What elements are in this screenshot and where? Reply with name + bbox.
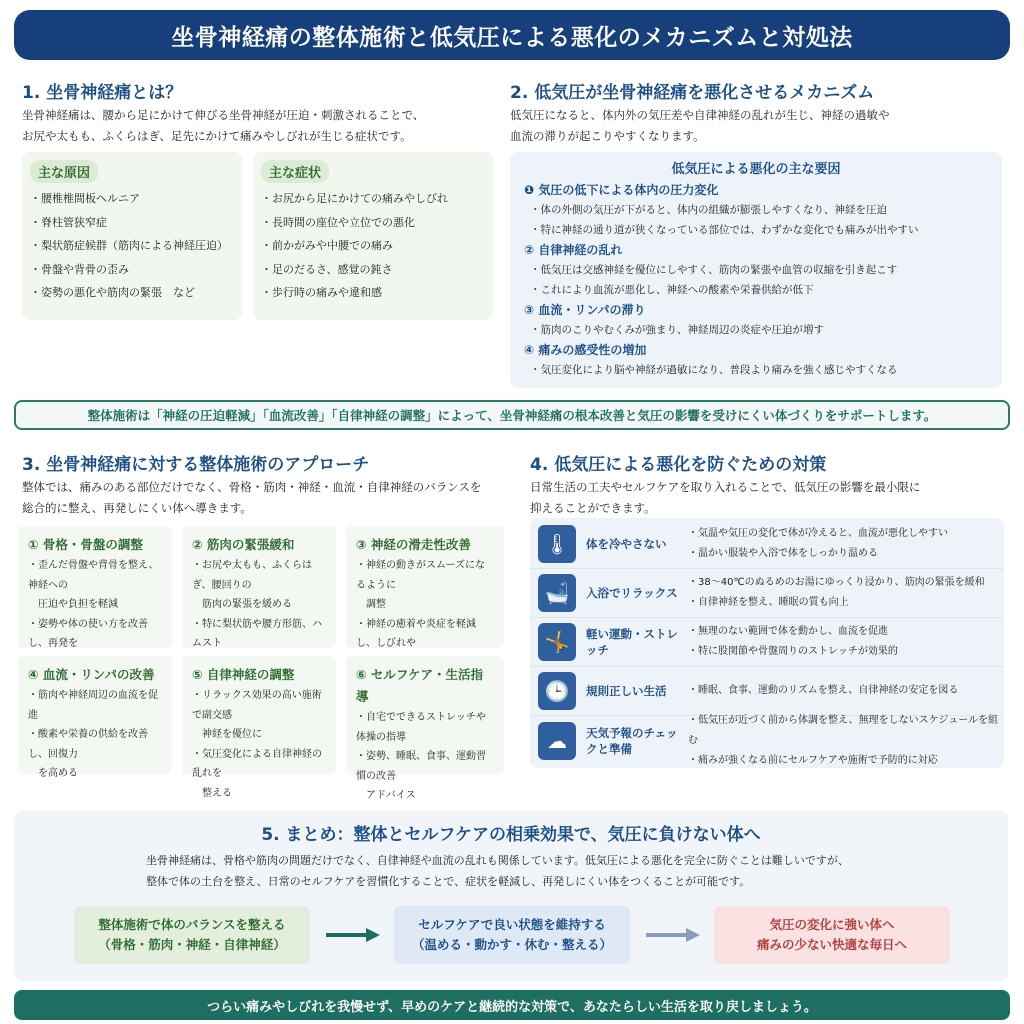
summary-text (146, 850, 906, 892)
factor-text: ・特に神経の通り道が狭くなっている部位では、わずかな変化でも痛みが出やすい (530, 224, 919, 236)
flow-line: （温める・動かす・休む・整える） (411, 937, 612, 952)
factor-text: ・気圧変化により脳や神経が過敏になり、普段より痛みを強く感じやすくなる (530, 364, 898, 376)
approach-line: 神経を優位に (192, 729, 262, 740)
thermometer-icon: 🌡 (538, 525, 576, 563)
section-2-intro (510, 105, 1000, 147)
tip-line: ・気温や気圧の変化で体が冷えると、血流が悪化しやすい (688, 528, 948, 539)
tip-line: ・無理のない範囲で体を動かし、血流を促進 (688, 626, 888, 637)
tip-row (530, 667, 1004, 716)
intro-line: 日常生活の工夫やセルフケアを取り入れることで、低気圧の影響を最小限に (530, 480, 921, 494)
approach-line: ・歪んだ骨盤や背骨を整え、神経への (28, 560, 159, 591)
section-3-intro (22, 477, 502, 519)
flow-line: （骨格・筋肉・神経・自律神経） (98, 937, 286, 952)
approach-card-title: ④ 血流・リンパの改善 (28, 667, 155, 682)
flow-step-3 (714, 906, 950, 964)
flow-line: 整体施術で体のバランスを整える (98, 917, 286, 932)
intro-line: 低気圧になると、体内外の気圧差や自律神経の乱れが生じ、神経の過敏や (510, 108, 890, 122)
factor-heading: ④ 痛みの感受性の増加 (524, 343, 647, 357)
factor-text: ・これにより血流が悪化し、神経への酸素や栄養供給が低下 (530, 284, 814, 296)
approach-line: ・神経の動きがスムーズになるように (356, 560, 485, 591)
symptoms-box (253, 152, 493, 320)
tip-line: ・低気圧が近づく前から体調を整え、無理をしないスケジュールを組む (688, 714, 998, 746)
cause-item: ・姿勢の悪化や筋肉の緊張 など (30, 286, 195, 299)
approach-line: ・お尻や太もも、ふくらはぎ、腰回りの (192, 560, 312, 591)
approach-line: ・リラックス効果の高い施術で副交感 (192, 690, 322, 721)
factor-heading: ❶ 気圧の低下による体内の圧力変化 (524, 183, 719, 197)
footer-message: つらい痛みやしびれを我慢せず、早めのケアと継続的な対策で、あなたらしい生活を取り戻しましょう。 (14, 990, 1010, 1020)
bath-icon: 🛁 (538, 574, 576, 612)
symptom-item: ・お尻から足にかけての痛みやしびれ (261, 192, 448, 205)
tip-name: 体を冷やさない (586, 537, 667, 551)
factor-heading: ② 自律神経の乱れ (524, 243, 623, 257)
approach-line: ・自宅でできるストレッチや体操の指導 (356, 712, 486, 743)
approach-card (18, 526, 172, 648)
summary-section (14, 810, 1008, 982)
tip-line: ・38〜40℃のぬるめのお湯にゆっくり浸かり、筋肉の緊張を緩和 (688, 577, 985, 588)
causes-label: 主な原因 (30, 160, 98, 183)
arrow-right-icon (644, 926, 702, 944)
intro-line: お尻や太もも、ふくらはぎ、足先にかけて痛みやしびれが生じる症状です。 (22, 129, 412, 143)
flow-line: 痛みの少ない快適な毎日へ (756, 937, 907, 952)
approach-card-title: ⑤ 自律神経の調整 (192, 667, 295, 682)
flow-line: セルフケアで良い状態を維持する (418, 917, 606, 932)
tip-row (530, 716, 1004, 765)
tip-name: 規則正しい生活 (586, 684, 667, 698)
cause-item: ・梨状筋症候群（筋肉による神経圧迫） (30, 239, 228, 252)
cause-item: ・骨盤や背骨の歪み (30, 262, 129, 276)
approach-line: ・酸素や栄養の供給を改善し、回復力 (28, 729, 148, 760)
approach-line: ・特に梨状筋や腰方形筋、ハムスト (192, 618, 322, 649)
approach-line: 圧迫や負担を軽減 (28, 599, 118, 610)
factors-panel-title: 低気圧による悪化の主な要因 (671, 162, 841, 177)
flow-step-2 (394, 906, 630, 964)
summary-line: 整体で体の土台を整え、日常のセルフケアを習慣化することで、症状を軽減し、再発しにくい体をつくることが可能です。 (146, 875, 751, 888)
section-4-heading: 4. 低気圧による悪化を防ぐための対策 (530, 455, 827, 475)
intro-line: 抑えることができます。 (530, 501, 656, 515)
factor-text: ・低気圧は交感神経を優位にしやすく、筋肉の緊張や血管の収縮を引き起こす (530, 264, 898, 276)
tip-row (530, 569, 1004, 618)
approach-line: ・姿勢、睡眠、食事、運動習慣の改善 (356, 751, 486, 782)
factor-text: ・筋肉のこりやむくみが強まり、神経周辺の炎症や圧迫が増す (530, 324, 824, 336)
approach-card-title: ⑥ セルフケア・生活指導 (356, 667, 484, 704)
intro-line: 坐骨神経痛は、腰から足にかけて伸びる坐骨神経が圧迫・刺激されることで、 (22, 108, 425, 122)
section-5-heading: 5. まとめ：整体とセルフケアの相乗効果で、気圧に負けない体へ (261, 825, 761, 845)
section-4-intro (530, 477, 1000, 519)
stretch-icon: 🤸 (538, 623, 576, 661)
causes-box (22, 152, 242, 320)
arrow-right-icon (324, 926, 382, 944)
symptom-item: ・足のだるさ、感覚の鈍さ (261, 262, 393, 276)
approach-card (182, 526, 336, 648)
tip-row (530, 520, 1004, 569)
approach-line: ・気圧変化による自律神経の乱れを (192, 748, 322, 779)
approach-line: 調整 (356, 599, 386, 610)
cause-item: ・脊柱管狭窄症 (30, 215, 107, 229)
approach-card (18, 656, 172, 779)
approach-line: ・筋肉や神経周辺の血流を促進 (28, 690, 158, 721)
approach-card-title: ② 筋肉の緊張緩和 (192, 537, 295, 552)
approach-card-title: ③ 神経の滑走性改善 (356, 537, 471, 552)
approach-card (346, 656, 504, 801)
factor-heading: ③ 血流・リンパの滞り (524, 303, 646, 317)
approach-line: を高める (28, 768, 78, 779)
section-1-heading: 1. 坐骨神経痛とは？ (22, 83, 183, 103)
tip-name: 軽い運動・ストレッチ (586, 627, 678, 657)
flow-line: 気圧の変化に強い体へ (769, 917, 895, 932)
factor-text: ・体の外側の気圧が下がると、体内の組織が膨張しやすくなり、神経を圧迫 (530, 204, 887, 216)
approach-line: ・姿勢や体の使い方を改善し、再発を (28, 618, 148, 649)
section-1-intro (22, 105, 492, 147)
approach-line: 筋肉の緊張を緩める (192, 599, 292, 610)
approach-card (182, 656, 336, 799)
tip-line: ・特に股関節や骨盤周りのストレッチが効果的 (688, 646, 898, 657)
cloud-icon: ☁ (538, 722, 576, 760)
page-title: 坐骨神経痛の整体施術と低気圧による悪化のメカニズムと対処法 (14, 10, 1010, 60)
tip-line: ・睡眠、食事、運動のリズムを整え、自律神経の安定を図る (688, 685, 959, 696)
tip-row (530, 618, 1004, 667)
approach-grid (18, 526, 504, 801)
tip-line: ・自律神経を整え、睡眠の質も向上 (688, 597, 849, 608)
key-message-banner: 整体施術は「神経の圧迫軽減」「血流改善」「自律神経の調整」によって、坐骨神経痛の根本改善と気圧の影響を受けにくい体づくりをサポートします。 (14, 400, 1010, 430)
summary-line: 坐骨神経痛は、骨格や筋肉の問題だけでなく、自律神経や血流の乱れも関係しています。低気圧による悪化を完全に防ぐことは難しいですが、 (146, 854, 849, 867)
intro-line: 総合的に整え、再発しにくい体へ導きます。 (22, 501, 252, 515)
tip-name: 天気予報のチェックと準備 (586, 725, 678, 756)
cause-item: ・腰椎椎間板ヘルニア (30, 192, 140, 205)
symptom-item: ・歩行時の痛みや違和感 (261, 286, 382, 299)
factors-panel (510, 152, 1002, 388)
section-3-heading: 3. 坐骨神経痛に対する整体施術のアプローチ (22, 455, 370, 475)
flow-step-1 (74, 906, 310, 964)
section-2-heading: 2. 低気圧が坐骨神経痛を悪化させるメカニズム (510, 83, 875, 103)
approach-line: ・神経の癒着や炎症を軽減し、しびれや (356, 618, 476, 649)
symptom-item: ・前かがみや中腰での痛み (261, 239, 393, 252)
prevention-panel (530, 518, 1004, 768)
tip-line: ・温かい服装や入浴で体をしっかり温める (688, 548, 878, 559)
tip-line: ・痛みが強くなる前にセルフケアや施術で予防的に対応 (688, 754, 938, 766)
clock-icon: 🕒 (538, 672, 576, 710)
tip-name: 入浴でリラックス (586, 586, 678, 600)
symptom-item: ・長時間の座位や立位での悪化 (261, 215, 415, 229)
intro-line: 整体では、痛みのある部位だけでなく、骨格・筋肉・神経・血流・自律神経のバランスを (22, 480, 482, 494)
approach-card-title: ① 骨格・骨盤の調整 (28, 537, 143, 552)
approach-card (346, 526, 504, 648)
approach-line: 整える (192, 787, 232, 799)
approach-line: アドバイス (356, 790, 416, 801)
intro-line: 血流の滞りが起こりやすくなります。 (510, 129, 705, 143)
symptoms-label: 主な症状 (261, 160, 329, 183)
